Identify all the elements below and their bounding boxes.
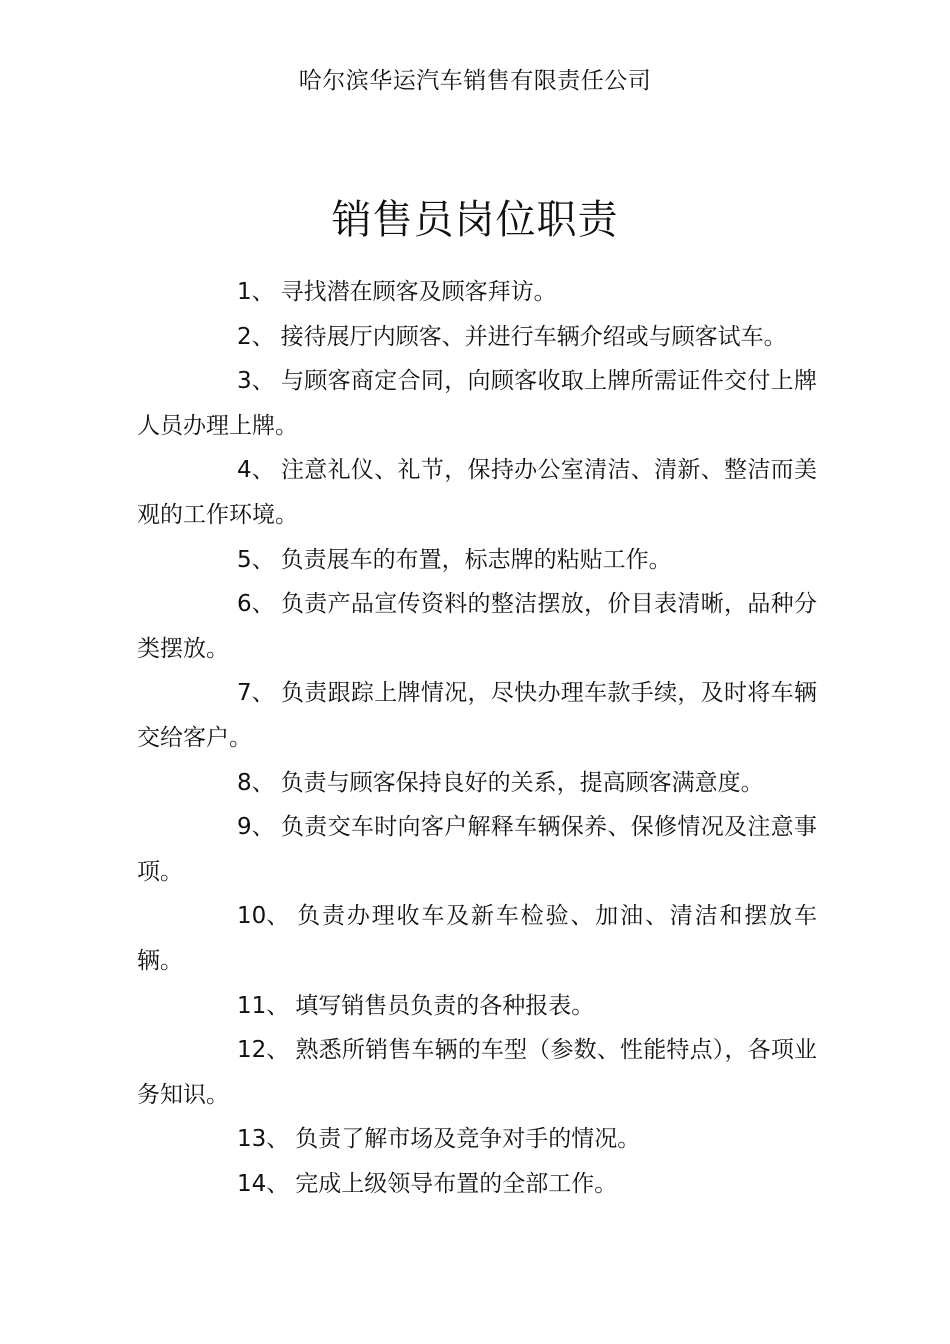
company-name: 哈尔滨华运汽车销售有限责任公司 <box>298 68 652 94</box>
duty-number: 8、 <box>237 769 275 796</box>
duty-number: 2、 <box>237 323 275 350</box>
duty-item <box>137 984 817 1029</box>
duty-number: 12、 <box>237 1037 290 1064</box>
duty-text: 填写销售员负责的各种报表。 <box>295 992 595 1019</box>
duty-text: 负责了解市场及竞争对手的情况。 <box>295 1126 641 1153</box>
duty-item <box>137 538 817 583</box>
duty-item <box>137 1162 817 1207</box>
duty-number: 9、 <box>237 814 275 841</box>
duty-text: 负责交车时向客户解释车辆保养、保修情况及注意事项。 <box>137 814 817 885</box>
duty-text: 负责办理收车及新车检验、加油、清洁和摆放车辆。 <box>137 903 817 974</box>
duty-item <box>137 315 817 360</box>
duty-number: 5、 <box>237 546 275 573</box>
duty-item <box>137 805 817 894</box>
duty-text: 与顾客商定合同，向顾客收取上牌所需证件交付上牌人员办理上牌。 <box>137 368 817 439</box>
duty-number: 3、 <box>237 368 275 395</box>
duty-number: 4、 <box>237 457 275 484</box>
duty-number: 14、 <box>237 1170 290 1197</box>
duty-text: 熟悉所销售车辆的车型（参数、性能特点），各项业务知识。 <box>137 1037 817 1108</box>
duty-text: 负责展车的布置，标志牌的粘贴工作。 <box>280 546 672 573</box>
duty-item <box>137 448 817 537</box>
duty-text: 负责产品宣传资料的整洁摆放，价目表清晰，品种分类摆放。 <box>137 591 817 662</box>
duty-item <box>137 359 817 448</box>
duty-text: 完成上级领导布置的全部工作。 <box>295 1170 618 1197</box>
duty-number: 7、 <box>237 680 275 707</box>
duty-item <box>137 582 817 671</box>
duty-number: 11、 <box>237 992 290 1019</box>
duty-number: 6、 <box>237 591 275 618</box>
duty-text: 注意礼仪、礼节，保持办公室清洁、清新、整洁而美观的工作环境。 <box>137 457 817 528</box>
duty-number: 13、 <box>237 1126 290 1153</box>
duty-number: 1、 <box>237 279 275 305</box>
duty-item <box>137 671 817 760</box>
document-title: 销售员岗位职责 <box>331 197 619 243</box>
duty-text: 寻找潜在顾客及顾客拜访。 <box>280 279 557 305</box>
duty-item <box>137 761 817 806</box>
duty-text: 接待展厅内顾客、并进行车辆介绍或与顾客试车。 <box>280 323 787 350</box>
duty-text: 负责与顾客保持良好的关系，提高顾客满意度。 <box>280 769 764 796</box>
duty-item <box>137 1028 817 1117</box>
duty-list <box>137 270 817 1206</box>
duty-text: 负责跟踪上牌情况，尽快办理车款手续，及时将车辆交给客户。 <box>137 680 817 751</box>
duty-item <box>137 894 817 983</box>
duty-item <box>137 270 817 315</box>
duty-number: 10、 <box>237 903 290 930</box>
duty-item <box>137 1117 817 1162</box>
